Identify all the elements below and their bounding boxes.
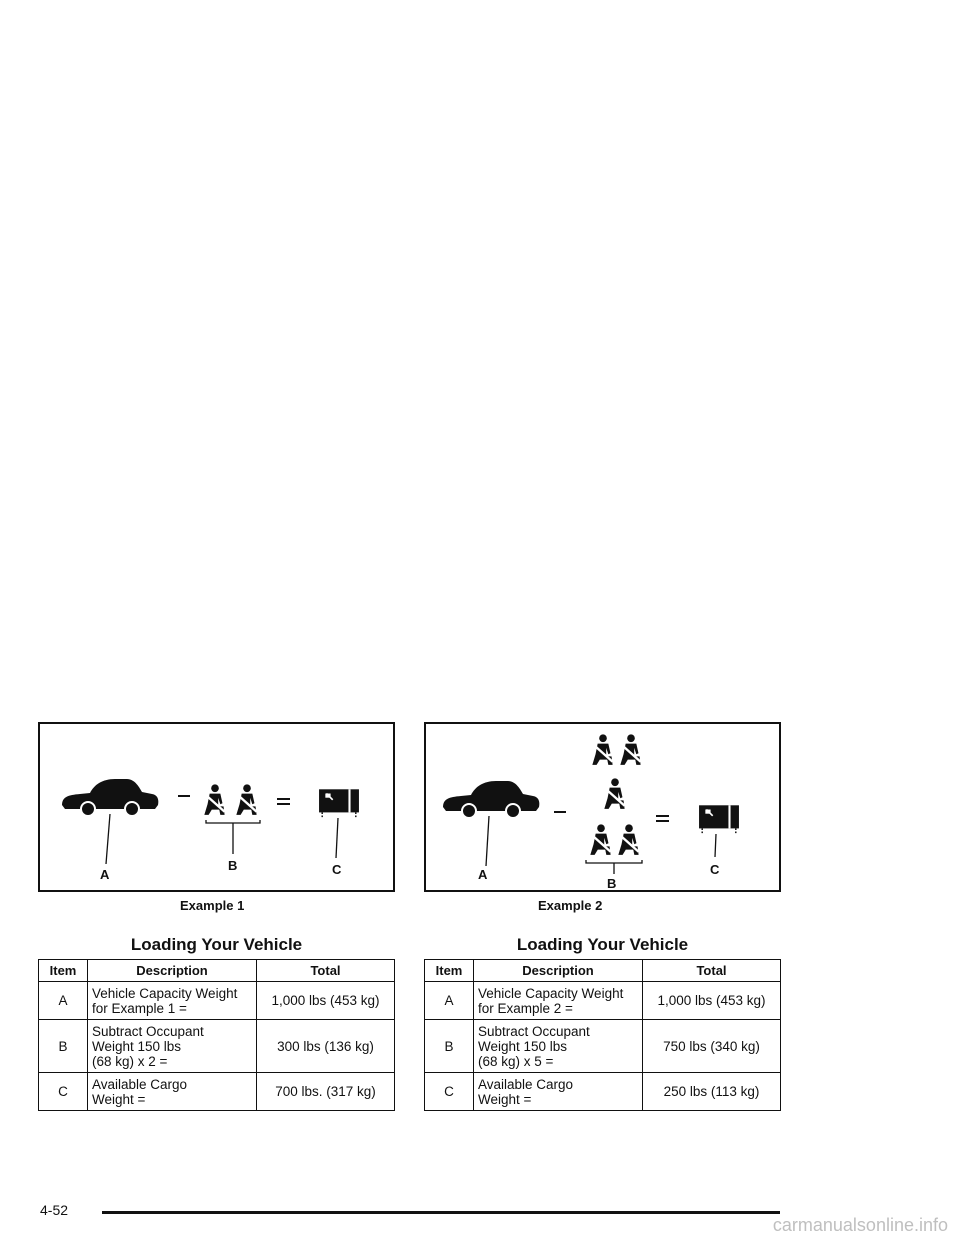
total-cell: 750 lbs (340 kg) (643, 1020, 781, 1073)
item-cell: A (425, 982, 474, 1020)
loading-table-1 (38, 959, 395, 1111)
total-cell: 300 lbs (136 kg) (257, 1020, 395, 1073)
example-1-section (38, 722, 395, 1111)
label-c: C (332, 862, 342, 877)
example-2-section (424, 722, 781, 1111)
header-item: Item (39, 960, 88, 982)
total-cell: 1,000 lbs (453 kg) (257, 982, 395, 1020)
header-total: Total (257, 960, 395, 982)
occupant-icon (204, 784, 224, 815)
total-cell: 250 lbs (113 kg) (643, 1073, 781, 1111)
item-cell: C (39, 1073, 88, 1111)
example-1-caption: Example 1 (180, 898, 245, 913)
table-row (39, 982, 395, 1020)
table-row (425, 1020, 781, 1073)
occupant-icon (236, 784, 256, 815)
item-cell: B (39, 1020, 88, 1073)
equals-sign (277, 799, 290, 804)
header-description: Description (474, 960, 643, 982)
occupant-icon (604, 778, 624, 809)
item-cell: A (39, 982, 88, 1020)
table-row (425, 1073, 781, 1111)
label-b: B (607, 876, 617, 891)
equals-sign (656, 816, 669, 821)
table-row (425, 982, 781, 1020)
total-cell: 1,000 lbs (453 kg) (643, 982, 781, 1020)
example-1-diagram (38, 722, 395, 892)
table-row (39, 1073, 395, 1111)
label-c: C (710, 862, 720, 877)
item-cell: B (425, 1020, 474, 1073)
watermark: carmanualsonline.info (772, 1215, 948, 1235)
item-cell: C (425, 1073, 474, 1111)
vehicle-icon (62, 779, 158, 815)
description-cell: Available Cargo Weight = (88, 1073, 257, 1111)
footer-rule (102, 1211, 780, 1214)
occupant-icon (592, 734, 612, 765)
table-row (39, 1020, 395, 1073)
example-2-caption: Example 2 (538, 898, 603, 913)
cargo-icon (699, 805, 739, 833)
description-cell: Subtract Occupant Weight 150 lbs (68 kg) x 5 = (474, 1020, 643, 1073)
description-cell: Available Cargo Weight = (474, 1073, 643, 1111)
description-cell: Vehicle Capacity Weight for Example 1 = (88, 982, 257, 1020)
vehicle-icon (443, 781, 539, 817)
total-cell: 700 lbs. (317 kg) (257, 1073, 395, 1111)
example-2-diagram (424, 722, 781, 892)
table-2-title: Loading Your Vehicle (516, 935, 689, 954)
header-total: Total (643, 960, 781, 982)
table-1-title: Loading Your Vehicle (130, 935, 303, 954)
header-item: Item (425, 960, 474, 982)
cargo-icon (319, 789, 359, 817)
label-a: A (100, 867, 110, 882)
description-cell: Subtract Occupant Weight 150 lbs (68 kg) x 2 = (88, 1020, 257, 1073)
page-number: 4-52 (40, 1202, 69, 1218)
header-description: Description (88, 960, 257, 982)
description-cell: Vehicle Capacity Weight for Example 2 = (474, 982, 643, 1020)
loading-table-2 (424, 959, 781, 1111)
occupant-icon (590, 824, 610, 855)
occupant-icon (618, 824, 638, 855)
label-b: B (228, 858, 238, 873)
label-a: A (478, 867, 488, 882)
occupant-icon (620, 734, 640, 765)
